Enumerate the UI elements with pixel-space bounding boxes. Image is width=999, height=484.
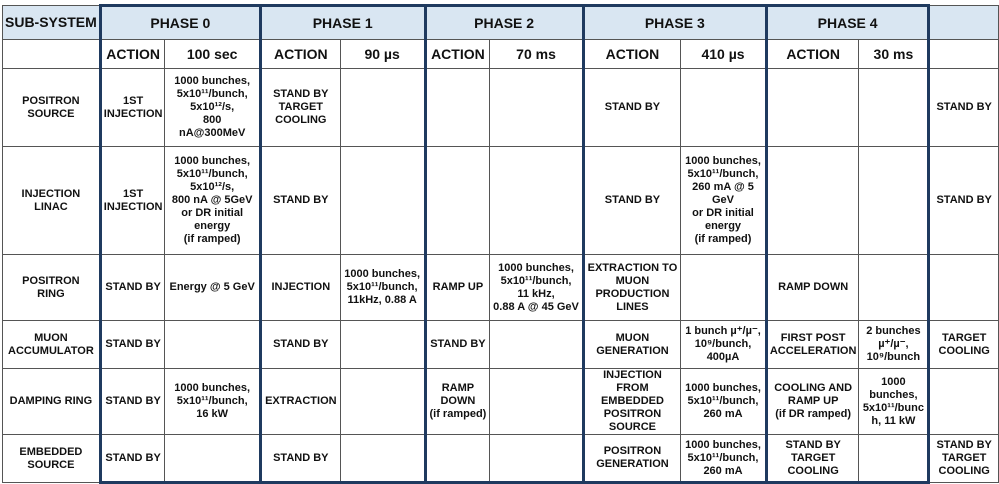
- table-cell: 1000 bunches, 5x10¹¹/bunch, 260 mA: [681, 435, 767, 483]
- table-cell: 1000 bunches, 5x10¹¹/bunch, 260 mA: [681, 369, 767, 435]
- phase-2-action-header: ACTION: [425, 40, 490, 69]
- table-cell: STAND BY TARGET COOLING: [260, 69, 340, 147]
- phase-2-duration: 70 ms: [490, 40, 583, 69]
- table-cell: [425, 69, 490, 147]
- table-cell: [766, 147, 859, 255]
- table-cell: 1000 bunches, 5x10¹¹/bunch, 260 mA @ 5 GeV or DR initial energy (if ramped): [681, 147, 767, 255]
- table-cell: [340, 369, 425, 435]
- table-cell: 1000 bunches, 5x10¹¹/bunch, 11kHz, 0.88 A: [340, 255, 425, 321]
- table-cell: [766, 69, 859, 147]
- phase-4-action-header: ACTION: [766, 40, 859, 69]
- table-cell: MUON GENERATION: [583, 321, 680, 369]
- phase-4-header: PHASE 4: [766, 6, 928, 40]
- row-label: POSITRON RING: [3, 255, 101, 321]
- phase-0-duration: 100 sec: [165, 40, 260, 69]
- phase-1-action-header: ACTION: [260, 40, 340, 69]
- table-cell: [490, 321, 583, 369]
- table-cell: STAND BY: [260, 435, 340, 483]
- phase-3-action-header: ACTION: [583, 40, 680, 69]
- table-cell: 1ST INJECTION: [100, 147, 165, 255]
- phase-0-header: PHASE 0: [100, 6, 260, 40]
- table-cell: 2 bunches µ⁺/µ⁻, 10⁹/bunch: [859, 321, 929, 369]
- table-cell: EXTRACTION: [260, 369, 340, 435]
- table-cell: STAND BY: [929, 147, 999, 255]
- table-cell: STAND BY: [100, 369, 165, 435]
- table-cell: 1000 bunches, 5x10¹¹/bunch, 11 kHz, 0.88 A @ 45 GeV: [490, 255, 583, 321]
- table-cell: [859, 255, 929, 321]
- table-cell: STAND BY: [260, 147, 340, 255]
- table-row: [3, 369, 999, 435]
- table-cell: [490, 69, 583, 147]
- row-label: MUON ACCUMULATOR: [3, 321, 101, 369]
- table-cell: 1ST INJECTION: [100, 69, 165, 147]
- table-cell: STAND BY TARGET COOLING: [766, 435, 859, 483]
- phase-3-header: PHASE 3: [583, 6, 766, 40]
- table-cell: STAND BY: [583, 69, 680, 147]
- action-header-row: [3, 40, 999, 69]
- row-label: EMBEDDED SOURCE: [3, 435, 101, 483]
- phase-4-duration: 30 ms: [859, 40, 929, 69]
- row-label: INJECTION LINAC: [3, 147, 101, 255]
- table-cell: [165, 321, 260, 369]
- table-row: [3, 321, 999, 369]
- row-label: DAMPING RING: [3, 369, 101, 435]
- table-cell: TARGET COOLING: [929, 321, 999, 369]
- table-cell: [490, 369, 583, 435]
- table-cell: 1000 bunches, 5x10¹¹/bunc h, 11 kW: [859, 369, 929, 435]
- table-cell: FIRST POST ACCELERATION: [766, 321, 859, 369]
- table-cell: [490, 435, 583, 483]
- table-cell: STAND BY: [100, 255, 165, 321]
- table-cell: STAND BY: [583, 147, 680, 255]
- table-cell: RAMP UP: [425, 255, 490, 321]
- subsystem-header: SUB-SYSTEM: [3, 6, 101, 40]
- table-cell: [859, 435, 929, 483]
- table-cell: 1000 bunches, 5x10¹¹/bunch, 5x10¹²/s, 800 nA @ 5GeV or DR initial energy (if ramped): [165, 147, 260, 255]
- table-cell: [340, 69, 425, 147]
- table-cell: COOLING AND RAMP UP (if DR ramped): [766, 369, 859, 435]
- subsystem-subheader: [3, 40, 101, 69]
- table-row: [3, 69, 999, 147]
- table-cell: [859, 147, 929, 255]
- table-cell: 1000 bunches, 5x10¹¹/bunch, 5x10¹²/s, 800 nA@300MeV: [165, 69, 260, 147]
- table-cell: STAND BY: [425, 321, 490, 369]
- table-cell: RAMP DOWN (if ramped): [425, 369, 490, 435]
- phase-1-header: PHASE 1: [260, 6, 425, 40]
- phase-3-duration: 410 µs: [681, 40, 767, 69]
- table-cell: POSITRON GENERATION: [583, 435, 680, 483]
- phase-2-header: PHASE 2: [425, 6, 583, 40]
- table-cell: STAND BY: [100, 321, 165, 369]
- table-cell: [681, 255, 767, 321]
- table-row: [3, 435, 999, 483]
- table-cell: [425, 147, 490, 255]
- table-row: [3, 147, 999, 255]
- table-cell: [490, 147, 583, 255]
- row-label: POSITRON SOURCE: [3, 69, 101, 147]
- table-cell: Energy @ 5 GeV: [165, 255, 260, 321]
- table-cell: [340, 321, 425, 369]
- table-cell: [681, 69, 767, 147]
- phase-0-action-header: ACTION: [100, 40, 165, 69]
- extra-subheader: [929, 40, 999, 69]
- table-cell: [340, 147, 425, 255]
- table-row: [3, 255, 999, 321]
- table-cell: [425, 435, 490, 483]
- table-cell: RAMP DOWN: [766, 255, 859, 321]
- table-cell: INJECTION FROM EMBEDDED POSITRON SOURCE: [583, 369, 680, 435]
- table-cell: [340, 435, 425, 483]
- table-cell: 1 bunch µ⁺/µ⁻, 10⁹/bunch, 400µA: [681, 321, 767, 369]
- extra-header: [929, 6, 999, 40]
- table-cell: EXTRACTION TO MUON PRODUCTION LINES: [583, 255, 680, 321]
- table-cell: [859, 69, 929, 147]
- table-cell: STAND BY: [929, 69, 999, 147]
- phase-header-row: [3, 6, 999, 40]
- table-cell: INJECTION: [260, 255, 340, 321]
- table-cell: [929, 255, 999, 321]
- phase-1-duration: 90 µs: [340, 40, 425, 69]
- table-cell: STAND BY: [260, 321, 340, 369]
- table-cell: 1000 bunches, 5x10¹¹/bunch, 16 kW: [165, 369, 260, 435]
- table-cell: STAND BY TARGET COOLING: [929, 435, 999, 483]
- phase-table: [2, 4, 999, 484]
- table-cell: [929, 369, 999, 435]
- table-cell: STAND BY: [100, 435, 165, 483]
- table-cell: [165, 435, 260, 483]
